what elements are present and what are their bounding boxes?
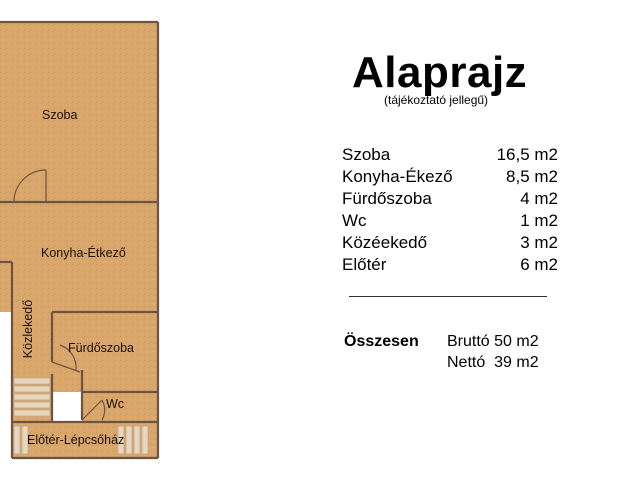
area-name: Konyha-Ékező: [342, 167, 453, 186]
room-label-konyha: Konyha-Étkező: [41, 246, 126, 260]
area-value: 16,5 m2: [496, 145, 558, 164]
area-list: [342, 144, 558, 276]
area-value: 8,5 m2: [506, 167, 558, 186]
area-name: Közéekedő: [342, 233, 428, 252]
page-title: Alaprajz: [352, 48, 528, 97]
area-name: Előtér: [342, 255, 387, 274]
divider: [349, 296, 547, 297]
area-value: 3 m2: [520, 233, 558, 252]
room-label-eloter: Előtér-Lépcsőház: [27, 433, 125, 447]
area-name: Fürdőszoba: [342, 189, 432, 208]
area-row: [342, 188, 558, 210]
room-label-furdo: Fürdőszoba: [68, 341, 135, 355]
area-row: [342, 254, 558, 276]
area-value: 1 m2: [520, 211, 558, 230]
area-row: [342, 144, 558, 166]
area-row: [342, 166, 558, 188]
page-subtitle: (tájékoztató jellegű): [384, 93, 489, 107]
room-label-kozlekedo: Közlekedő: [21, 299, 36, 359]
gross-area: Bruttó 50 m2: [447, 333, 539, 350]
area-value: 6 m2: [520, 255, 558, 274]
room-label-szoba: Szoba: [42, 108, 78, 122]
area-value: 4 m2: [520, 189, 558, 208]
net-area: Nettó 39 m2: [447, 354, 539, 371]
room-label-wc: Wc: [106, 397, 125, 411]
total-label: Összesen: [344, 333, 419, 350]
room-szoba: [0, 22, 158, 202]
area-name: Wc: [342, 211, 367, 230]
area-name: Szoba: [342, 145, 391, 164]
area-row: [342, 210, 558, 232]
area-row: [342, 232, 558, 254]
floor-plan: [0, 0, 170, 480]
